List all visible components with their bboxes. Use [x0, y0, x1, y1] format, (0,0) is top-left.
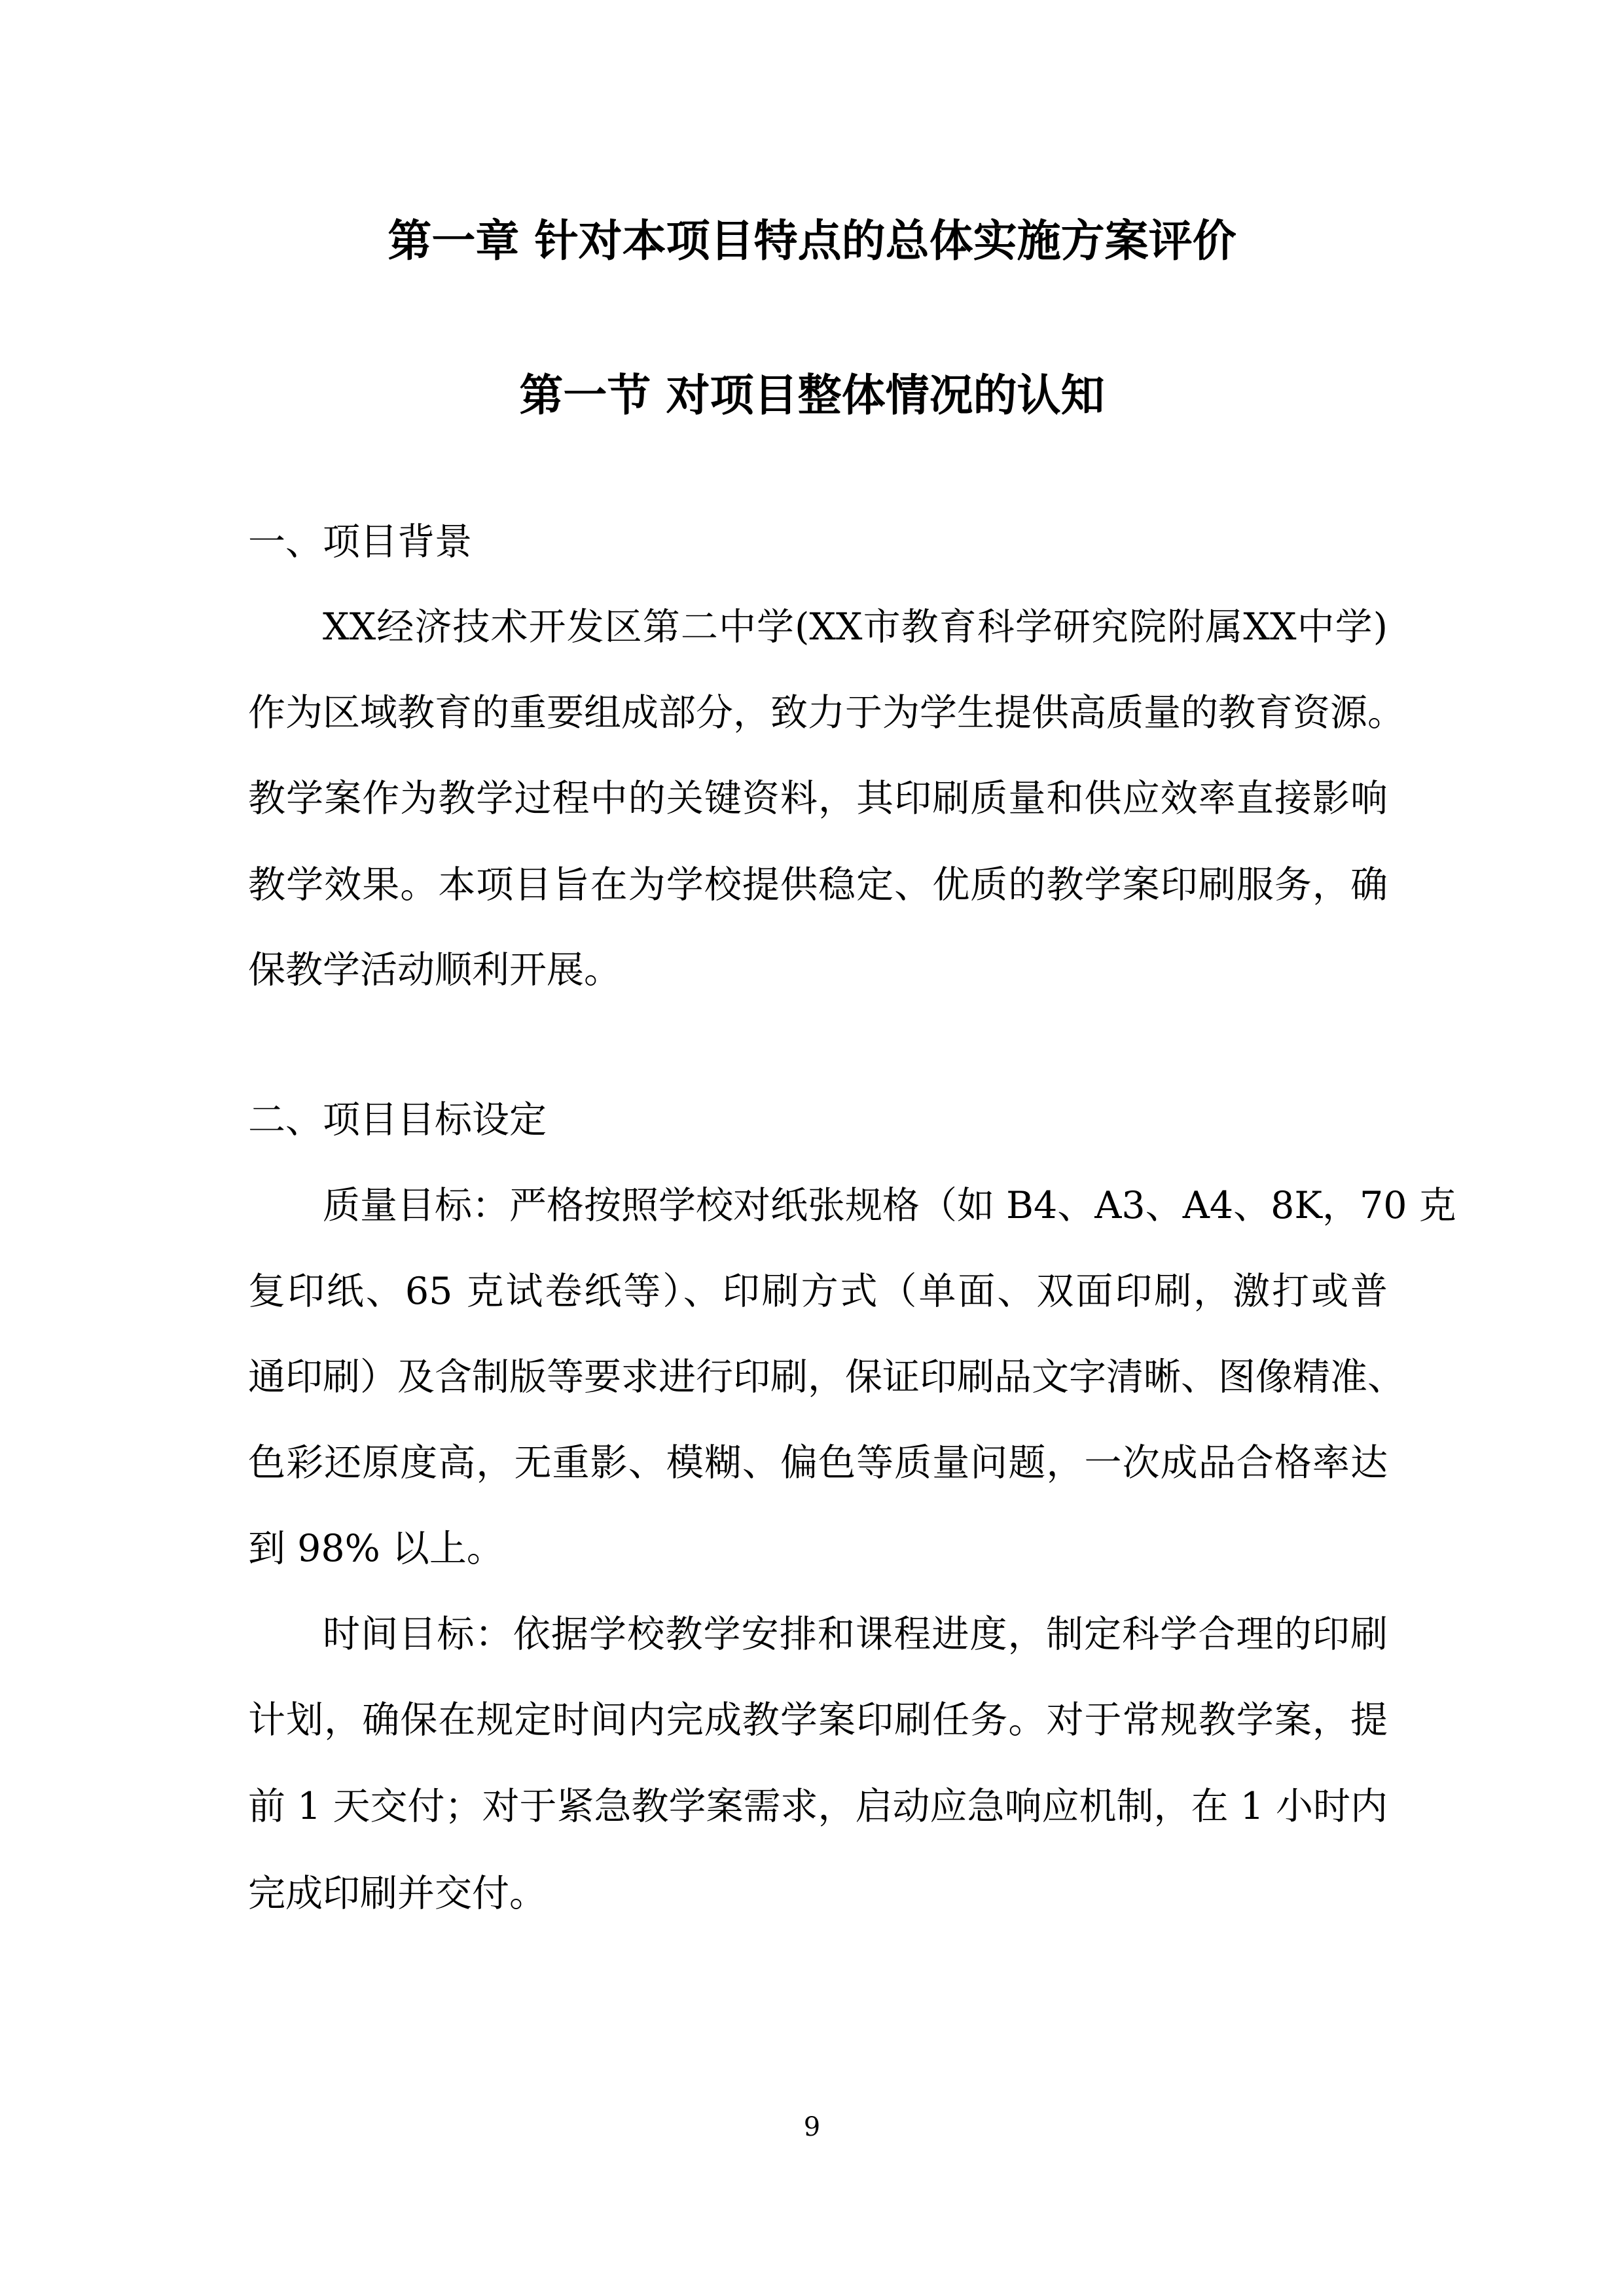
paragraph-line: 教学效果。本项目旨在为学校提供稳定、优质的教学案印刷服务，确 [248, 863, 1388, 906]
page-number: 9 [803, 2112, 821, 2142]
paragraph-line: 计划，确保在规定时间内完成教学案印刷任务。对于常规教学案，提 [248, 1698, 1388, 1742]
paragraph-line: 完成印刷并交付。 [248, 1872, 547, 1915]
paragraph-line: 质量目标：严格按照学校对纸张规格（如 B4、A3、A4、8K，70 克 [323, 1184, 1456, 1227]
chapter-title: 第一章 针对本项目特点的总体实施方案评价 [388, 215, 1236, 266]
paragraph-line: 教学案作为教学过程中的关键资料，其印刷质量和供应效率直接影响 [248, 777, 1388, 820]
paragraph-line: 时间目标：依据学校教学安排和课程进度，制定科学合理的印刷 [323, 1613, 1388, 1656]
paragraph-line: 色彩还原度高，无重影、模糊、偏色等质量问题，一次成品合格率达 [248, 1441, 1388, 1484]
paragraph-line: 前 1 天交付；对于紧急教学案需求，启动应急响应机制，在 1 小时内 [248, 1785, 1388, 1828]
paragraph-line: 作为区域教育的重要组成部分，致力于为学生提供高质量的教育资源。 [248, 691, 1405, 734]
subsection-heading: 一、项目背景 [248, 520, 472, 564]
section-title: 第一节 对项目整体情况的认知 [519, 370, 1105, 421]
paragraph-line: 通印刷）及含制版等要求进行印刷，保证印刷品文字清晰、图像精准、 [248, 1355, 1405, 1399]
subsection-heading: 二、项目目标设定 [248, 1098, 547, 1141]
paragraph-line: 到 98% 以上。 [248, 1527, 504, 1570]
paragraph-line: XX经济技术开发区第二中学(XX市教育科学研究院附属XX中学) [323, 605, 1388, 649]
paragraph-line: 保教学活动顺利开展。 [248, 948, 621, 992]
paragraph-line: 复印纸、65 克试卷纸等）、印刷方式（单面、双面印刷，激打或普 [248, 1270, 1388, 1313]
